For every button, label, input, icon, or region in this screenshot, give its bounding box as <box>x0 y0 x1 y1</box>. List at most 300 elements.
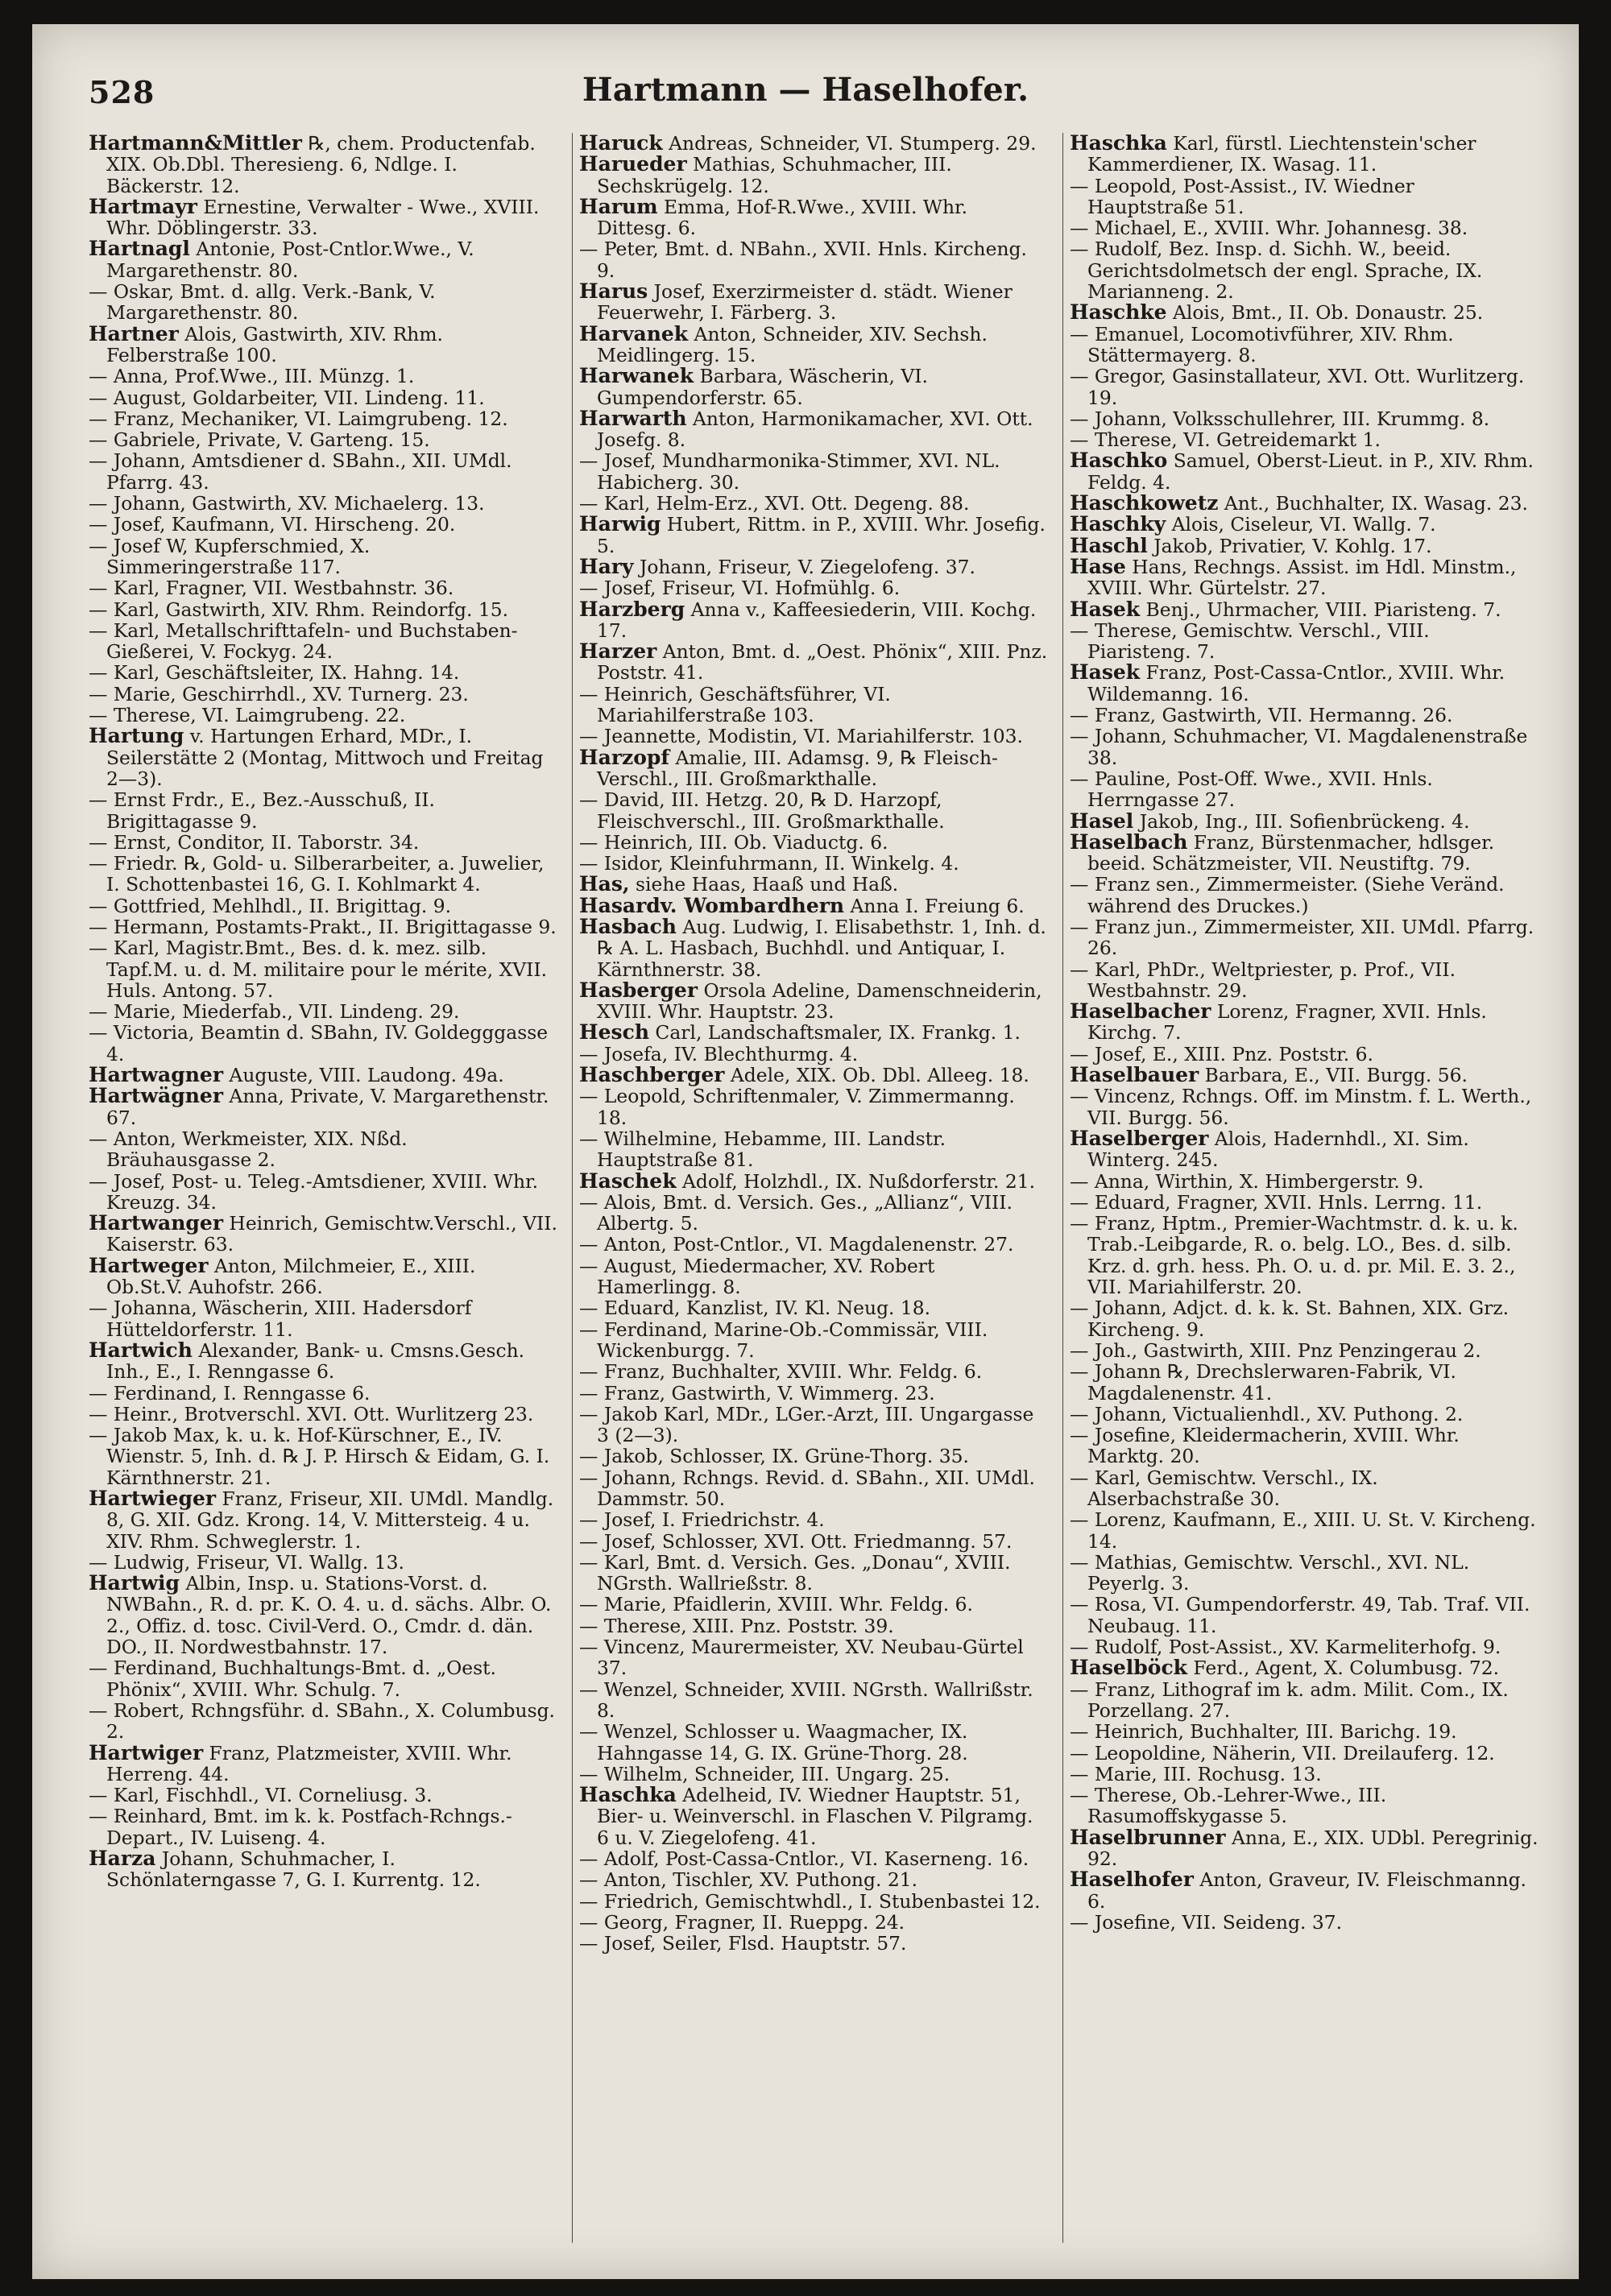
directory-entry <box>579 1594 1048 1615</box>
directory-entry <box>1070 1827 1539 1870</box>
entry-surname: Hartwanger <box>89 1211 223 1235</box>
entry-details: — Robert, Rchngsführ. d. SBahn., X. Columbusg. 2. <box>89 1698 555 1744</box>
directory-entry <box>1070 768 1539 811</box>
directory-entry <box>1070 959 1539 1002</box>
directory-entry <box>89 577 557 598</box>
entry-details: — Franz, Hptm., Premier-Wachtmstr. d. k. u. k. Trab.-Leibgarde, R. o. belg. LO., Bes. d. silb. Krz. d. grh. hess. Ph. O. u. d. pr. Mil. E. 3. 2., VII. Mariahilferstr. 20. <box>1070 1212 1518 1299</box>
entry-details: v. Hartungen Erhard, MDr., I. Seilerstätte 2 (Montag, Mittwoch und Freitag 2—3). <box>106 725 544 790</box>
directory-entry <box>579 1383 1048 1404</box>
entry-details: Amalie, III. Adamsg. 9, ℞ Fleisch-Verschl., III. Großmarkthalle. <box>597 746 998 790</box>
entry-details: — Anton, Werkmeister, XIX. Nßd. Bräuhausgasse 2. <box>89 1127 408 1172</box>
entry-details: Franz, Platzmeister, XVIII. Whr. Herreng. 44. <box>106 1741 512 1785</box>
entry-details: — Karl, Fragner, VII. Westbahnstr. 36. <box>89 577 454 600</box>
directory-entry <box>89 194 557 240</box>
directory-entry <box>579 1467 1048 1510</box>
entry-details: — Karl, Helm-Erz., XVI. Ott. Degeng. 88. <box>579 492 970 515</box>
entry-details: — Heinrich, III. Ob. Viaductg. 6. <box>579 830 888 854</box>
entry-details: — Karl, Gemischtw. Verschl., IX. Alserbachstraße 30. <box>1070 1466 1378 1510</box>
directory-entry <box>579 1404 1048 1446</box>
directory-entry <box>579 1171 1048 1192</box>
directory-entry <box>579 514 1048 556</box>
entry-details: — Franz jun., Zimmermeister, XII. UMdl. Pfarrg. 26. <box>1070 915 1534 960</box>
entry-surname: Harzer <box>579 639 657 664</box>
entry-details: Franz, Post-Cassa-Cntlor., XVIII. Whr. Wildemanng. 16. <box>1087 661 1505 705</box>
directory-entry <box>1070 1679 1539 1722</box>
entry-surname: Harza <box>89 1847 156 1871</box>
directory-entry <box>89 937 557 1001</box>
directory-entry <box>89 366 557 387</box>
entry-details: — Franz, Lithograf im k. adm. Milit. Com., IX. Porzellang. 27. <box>1070 1678 1509 1722</box>
directory-entry <box>1070 324 1539 366</box>
entry-surname: Haschkowetz <box>1070 491 1219 515</box>
entry-details: Hans, Rechngs. Assist. im Hdl. Minstm., XVIII. Whr. Gürtelstr. 27. <box>1087 555 1517 600</box>
entry-surname: Haselbrunner <box>1070 1825 1226 1849</box>
columns <box>89 133 1539 2243</box>
entry-surname: Hartung <box>89 724 184 748</box>
directory-entry <box>1070 1509 1539 1552</box>
entry-details: Karl, fürstl. Liechtenstein'scher Kammerdiener, IX. Wasag. 11. <box>1087 133 1476 176</box>
directory-entry <box>89 133 557 197</box>
directory-entry <box>1070 366 1539 408</box>
entry-surname: Haschko <box>1070 449 1168 473</box>
entry-details: — Leopold, Post-Assist., IV. Wiedner Hauptstraße 51. <box>1070 174 1414 218</box>
directory-entry <box>1070 1467 1539 1510</box>
entry-details: — Therese, Ob.-Lehrer-Wwe., III. Rasumoffskygasse 5. <box>1070 1784 1387 1828</box>
entry-details: — Karl, Bmt. d. Versich. Ges. „Donau“, XVIII. NGrsth. Wallrießstr. 8. <box>579 1550 1011 1595</box>
entry-details: — Therese, VI. Getreidemarkt 1. <box>1070 428 1381 452</box>
entry-surname: Hartnagl <box>89 237 190 261</box>
entry-surname: Hasel <box>1070 809 1134 833</box>
entry-details: — Leopold, Schriftenmaler, V. Zimmermanng. 18. <box>579 1085 1015 1129</box>
entry-surname: Hasek <box>1070 597 1141 621</box>
directory-entry <box>89 620 557 663</box>
entry-details: — Karl, Geschäftsleiter, IX. Hahng. 14. <box>89 661 460 685</box>
directory-entry <box>1070 829 1539 875</box>
entry-details: — David, III. Hetzg. 20, ℞ D. Harzopf, Fleischverschl., III. Großmarkthalle. <box>579 788 945 833</box>
directory-entry <box>1070 1128 1539 1171</box>
entry-details: Alois, Ciseleur, VI. Wallg. 7. <box>1166 513 1436 536</box>
entry-surname: Hartner <box>89 321 179 345</box>
entry-details: Lorenz, Fragner, XVII. Hnls. Kirchg. 7. <box>1087 1000 1487 1045</box>
entry-surname: Harueder <box>579 152 687 176</box>
directory-entry <box>1070 1636 1539 1657</box>
directory-entry <box>89 1848 557 1891</box>
entry-details: Hubert, Rittm. in P., XVIII. Whr. Josefig. 5. <box>597 513 1046 557</box>
entry-details: — Peter, Bmt. d. NBahn., XVII. Hnls. Kircheng. 9. <box>579 238 1027 282</box>
directory-entry <box>89 789 557 832</box>
directory-entry <box>1070 176 1539 218</box>
entry-details: Barbara, E., VII. Burgg. 56. <box>1199 1064 1468 1087</box>
entry-details: Anna, E., XIX. UDbl. Peregrinig. 92. <box>1087 1826 1539 1871</box>
directory-entry <box>1070 408 1539 429</box>
entry-surname: Haschl <box>1070 533 1148 557</box>
entry-details: — Emanuel, Locomotivführer, XIV. Rhm. Stättermayerg. 8. <box>1070 322 1454 366</box>
directory-entry <box>579 408 1048 451</box>
column-left <box>89 133 557 2243</box>
entry-surname: Harwanek <box>579 364 694 388</box>
entry-surname: Haschberger <box>579 1063 725 1087</box>
directory-entry <box>1070 705 1539 726</box>
entry-details: — Rosa, VI. Gumpendorferstr. 49, Tab. Traf. VII. Neubaug. 11. <box>1070 1593 1530 1637</box>
directory-entry <box>89 238 557 281</box>
entry-details: — Johann, Gastwirth, XV. Michaelerg. 13. <box>89 492 485 515</box>
directory-entry <box>579 556 1048 577</box>
directory-entry <box>89 408 557 429</box>
directory-entry <box>579 1446 1048 1467</box>
directory-entry <box>89 1340 557 1383</box>
directory-entry <box>579 980 1048 1023</box>
entry-details: Anna, Private, V. Margarethenstr. 67. <box>106 1085 549 1129</box>
directory-entry <box>1070 1404 1539 1425</box>
entry-details: — Eduard, Kanzlist, IV. Kl. Neug. 18. <box>579 1297 931 1320</box>
entry-details: — Vincenz, Rchngs. Off. im Minstm. f. L. Werth., VII. Burgg. 56. <box>1070 1085 1532 1129</box>
entry-details: — Heinrich, Geschäftsführer, VI. Mariahilferstraße 103. <box>579 682 891 727</box>
directory-entry <box>89 896 557 916</box>
entry-details: — Victoria, Beamtin d. SBahn, IV. Goldegggasse 4. <box>89 1021 549 1065</box>
entry-surname: Harwarth <box>579 406 687 430</box>
entry-details: — Friedrich, Gemischtwhdl., I. Stubenbastei 12. <box>579 1889 1041 1913</box>
directory-entry <box>579 641 1048 684</box>
directory-entry <box>579 238 1048 281</box>
entry-surname: Haselbauer <box>1070 1063 1199 1087</box>
entry-details: Samuel, Oberst-Lieut. in P., XIV. Rhm. Feldg. 4. <box>1087 449 1534 494</box>
directory-entry <box>579 1509 1048 1530</box>
directory-entry <box>89 429 557 450</box>
directory-entry <box>1070 450 1539 493</box>
entry-details: — Josef, Seiler, Flsd. Hauptstr. 57. <box>579 1932 907 1955</box>
directory-entry <box>1070 217 1539 238</box>
entry-details: — Karl, PhDr., Weltpriester, p. Prof., VII. Westbahnstr. 29. <box>1070 958 1456 1002</box>
directory-entry <box>579 450 1048 493</box>
directory-entry <box>579 726 1048 747</box>
entry-details: — Gabriele, Private, V. Garteng. 15. <box>89 428 430 452</box>
directory-entry <box>579 1933 1048 1954</box>
entry-details: — August, Goldarbeiter, VII. Lindeng. 11. <box>89 386 485 409</box>
entry-details: — Ferdinand, Buchhaltungs-Bmt. d. „Oest. Phönix“, XVIII. Whr. Schulg. 7. <box>89 1657 496 1701</box>
entry-details: — Josef, Post- u. Teleg.-Amtsdiener, XVIII. Whr. Kreuzg. 34. <box>89 1169 539 1214</box>
entry-surname: Hartmann&Mittler <box>89 133 302 155</box>
directory-entry <box>579 684 1048 726</box>
entry-details: Adolf, Holzhdl., IX. Nußdorferstr. 21. <box>676 1169 1036 1193</box>
entry-details: Orsola Adeline, Damenschneiderin, XVIII. Whr. Hauptstr. 23. <box>597 978 1042 1024</box>
directory-entry <box>579 1044 1048 1065</box>
entry-details: — Johann, Amtsdiener d. SBahn., XII. UMdl. Pfarrg. 43. <box>89 449 512 494</box>
entry-surname: Hartweger <box>89 1253 209 1277</box>
directory-entry <box>89 1404 557 1425</box>
entry-details: — Franz, Gastwirth, VII. Hermanng. 26. <box>1070 704 1453 727</box>
entry-details: Alois, Bmt., II. Ob. Donaustr. 25. <box>1166 301 1484 325</box>
entry-details: — Josef, Schlosser, XVI. Ott. Friedmanng. 57. <box>579 1529 1013 1553</box>
entry-details: Benj., Uhrmacher, VIII. Piaristeng. 7. <box>1140 598 1501 621</box>
entry-surname: Hartwieger <box>89 1487 217 1510</box>
entry-surname: Haselhofer <box>1070 1868 1194 1892</box>
entry-details: — Hermann, Postamts-Prakt., II. Brigittagasse 9. <box>89 915 557 938</box>
entry-details: — Gottfried, Mehlhdl., II. Brigittag. 9. <box>89 894 452 917</box>
entry-details: — Marie, Geschirrhdl., XV. Turnerg. 23. <box>89 682 469 705</box>
directory-entry <box>1070 599 1539 620</box>
entry-details: — Friedr. ℞, Gold- u. Silberarbeiter, a. Juwelier, I. Schottenbastei 16, G. I. Kohlmarkt 4. <box>89 852 545 896</box>
entry-details: — Johann, Rchngs. Revid. d. SBahn., XII. UMdl. Dammstr. 50. <box>579 1466 1035 1510</box>
entry-details: — Oskar, Bmt. d. allg. Verk.-Bank, V. Margarethenstr. 80. <box>89 280 436 325</box>
directory-entry <box>89 1383 557 1404</box>
directory-entry <box>579 1297 1048 1318</box>
entry-details: — Josef, Mundharmonika-Stimmer, XVI. NL. Habicherg. 30. <box>579 449 1000 494</box>
directory-entry <box>89 1253 557 1299</box>
entry-details: Ernestine, Verwalter - Wwe., XVIII. Whr. Döblingerstr. 33. <box>106 195 540 240</box>
directory-entry <box>579 599 1048 642</box>
directory-entry <box>89 1425 557 1488</box>
entry-details: — Wenzel, Schlosser u. Waagmacher, IX. Hahngasse 14, G. IX. Grüne-Thorg. 28. <box>579 1720 968 1764</box>
directory-entry <box>579 1912 1048 1933</box>
directory-entry <box>1070 1764 1539 1785</box>
entry-details: — Adolf, Post-Cassa-Cntlor., VI. Kaserneng. 16. <box>579 1847 1029 1871</box>
entry-details: Franz, Friseur, XII. UMdl. Mandlg. 8, G. XII. Gdz. Krong. 14, V. Mittersteig. 4 u. XIV. Rhm. Schweglerstr. 1. <box>106 1487 554 1553</box>
entry-details: Anton, Milchmeier, E., XIII. Ob.St.V. Auhofstr. 266. <box>106 1254 476 1299</box>
entry-details: — Anton, Post-Cntlor., VI. Magdalenenstr. 27. <box>579 1233 1014 1256</box>
entry-details: — Jakob Max, k. u. k. Hof-Kürschner, E., IV. Wienstr. 5, Inh. d. ℞ J. P. Hirsch & Eidam, G. I. Kärnthnerstr. 21. <box>89 1424 550 1489</box>
directory-entry <box>579 133 1048 154</box>
directory-entry <box>1070 493 1539 514</box>
directory-entry <box>89 321 557 366</box>
entry-surname: Hartwich <box>89 1338 193 1362</box>
directory-entry <box>89 1806 557 1848</box>
directory-entry <box>1070 1044 1539 1065</box>
directory-entry <box>579 893 1048 917</box>
directory-entry <box>1070 1552 1539 1595</box>
directory-entry <box>89 1552 557 1573</box>
entry-details: Adele, XIX. Ob. Dbl. Alleeg. 18. <box>724 1064 1029 1087</box>
directory-entry <box>579 321 1048 366</box>
entry-details: Johann, Schuhmacher, I. Schönlaterngasse 7, G. I. Kurrentg. 12. <box>106 1847 481 1892</box>
entry-details: — Marie, Miederfab., VII. Lindeng. 29. <box>89 1000 460 1024</box>
directory-entry <box>579 1256 1048 1298</box>
entry-surname: Hase <box>1070 554 1126 578</box>
entry-details: Alexander, Bank- u. Cmsns.Gesch. Inh., E., I. Renngasse 6. <box>106 1338 525 1384</box>
entry-details: — Jeannette, Modistin, VI. Mariahilferstr. 103. <box>579 725 1023 748</box>
entry-surname: Harzberg <box>579 597 685 621</box>
entry-surname: Harvanek <box>579 321 689 345</box>
directory-entry <box>1070 238 1539 302</box>
directory-entry <box>579 194 1048 240</box>
column-middle <box>572 133 1048 2243</box>
entry-surname: Harzopf <box>579 745 670 769</box>
directory-entry <box>1070 1192 1539 1213</box>
entry-details: Anna I. Freiung 6. <box>844 894 1025 917</box>
entry-details: Andreas, Schneider, VI. Stumperg. 29. <box>662 133 1037 155</box>
entry-details: — Karl, Gastwirth, XIV. Rhm. Reindorfg. 15. <box>89 598 509 621</box>
directory-entry <box>1070 133 1539 176</box>
entry-details: Albin, Insp. u. Stations-Vorst. d. NWBahn., R. d. pr. K. O. 4. u. d. sächs. Albr. O. 2., Offiz. d. tosc. Civil-Verd. O., Cmdr. d. dän. DO., II. Nordwestbahnstr. 17. <box>106 1572 552 1659</box>
directory-entry <box>579 1764 1048 1785</box>
directory-entry <box>1070 811 1539 832</box>
entry-details: ℞, chem. Productenfab. XIX. Ob.Dbl. Theresieng. 6, Ndlge. I. Bäckerstr. 12. <box>106 133 536 197</box>
entry-details: Franz, Bürstenmacher, hdlsger. beeid. Schätzmeister, VII. Neustiftg. 79. <box>1087 830 1495 875</box>
directory-entry <box>89 832 557 853</box>
directory-entry <box>89 514 557 535</box>
directory-entry <box>579 1361 1048 1382</box>
entry-surname: Haschky <box>1070 512 1166 536</box>
page-number: 528 <box>89 74 155 110</box>
directory-page <box>32 24 1579 2279</box>
directory-entry <box>89 705 557 726</box>
directory-entry <box>579 281 1048 324</box>
entry-details: — Rudolf, Post-Assist., XV. Karmeliterhofg. 9. <box>1070 1636 1501 1659</box>
directory-entry <box>1070 1912 1539 1933</box>
entry-details: — Heinr., Brotverschl. XVI. Ott. Wurlitzerg 23. <box>89 1402 534 1425</box>
directory-entry <box>89 450 557 493</box>
directory-entry <box>579 366 1048 408</box>
entry-details: — Josefine, VII. Seideng. 37. <box>1070 1910 1343 1934</box>
entry-details: Mathias, Schuhmacher, III. Sechskrügelg. 12. <box>597 153 952 197</box>
entry-surname: Hary <box>579 554 634 578</box>
entry-details: — Anna, Prof.Wwe., III. Münzg. 1. <box>89 365 415 388</box>
directory-entry <box>579 577 1048 598</box>
entry-surname: Hesch <box>579 1020 649 1045</box>
entry-surname: Hasardv. Wombardhern <box>579 893 845 917</box>
entry-surname: Hartmayr <box>89 194 197 218</box>
entry-details: — Ferdinand, I. Renngasse 6. <box>89 1381 371 1404</box>
entry-details: Anton, Schneider, XIV. Sechsh. Meidlingerg. 15. <box>597 322 988 366</box>
entry-surname: Harum <box>579 194 658 218</box>
directory-entry <box>579 493 1048 514</box>
entry-details: — Johann, Victualienhdl., XV. Puthong. 2. <box>1070 1402 1464 1425</box>
entry-details: Johann, Friseur, V. Ziegelofeng. 37. <box>633 555 975 578</box>
entry-details: — Josef, E., XIII. Pnz. Poststr. 6. <box>1070 1042 1373 1065</box>
directory-entry <box>1070 1213 1539 1297</box>
entry-surname: Harwig <box>579 512 661 536</box>
directory-entry <box>579 1848 1048 1869</box>
directory-entry <box>579 874 1048 895</box>
entry-details: — Gregor, Gasinstallateur, XVI. Ott. Wurlitzerg. 19. <box>1070 365 1525 409</box>
directory-entry <box>89 662 557 683</box>
entry-details: Antonie, Post-Cntlor.Wwe., V. Margarethenstr. 80. <box>106 238 474 282</box>
entry-surname: Haselbach <box>1070 829 1188 854</box>
directory-entry <box>1070 556 1539 599</box>
directory-entry <box>1070 429 1539 450</box>
directory-entry <box>579 789 1048 832</box>
entry-details: Jakob, Privatier, V. Kohlg. 17. <box>1147 534 1432 557</box>
directory-entry <box>89 1001 557 1022</box>
entry-details: — Johann, Volksschullehrer, III. Krummg. 8. <box>1070 407 1490 430</box>
directory-entry <box>1070 1086 1539 1128</box>
entry-surname: Haschka <box>1070 133 1167 155</box>
entry-details: — August, Miedermacher, XV. Robert Hamerlingg. 8. <box>579 1254 935 1299</box>
entry-details: — Ferdinand, Marine-Ob.-Commissär, VIII. Wickenburgg. 7. <box>579 1318 988 1362</box>
directory-entry <box>89 1740 557 1785</box>
directory-entry <box>1070 1721 1539 1742</box>
entry-details: — Karl, Fischhdl., VI. Corneliusg. 3. <box>89 1784 433 1807</box>
directory-entry <box>89 1297 557 1340</box>
entry-surname: Haruck <box>579 133 663 155</box>
directory-entry <box>89 1213 557 1256</box>
directory-entry <box>579 1869 1048 1890</box>
directory-entry <box>1070 302 1539 323</box>
entry-details: Emma, Hof-R.Wwe., XVIII. Whr. Dittesg. 6. <box>597 195 968 240</box>
directory-entry <box>1070 1297 1539 1340</box>
entry-details: Aug. Ludwig, I. Elisabethstr. 1, Inh. d. ℞ A. L. Hasbach, Buchhdl. und Antiquar, I. Kärnthnerstr. 38. <box>597 915 1046 981</box>
directory-entry <box>89 1022 557 1065</box>
entry-details: — Eduard, Fragner, XVII. Hnls. Lerrng. 11. <box>1070 1190 1483 1214</box>
directory-entry <box>579 1679 1048 1722</box>
entry-details: — Karl, Magistr.Bmt., Bes. d. k. mez. silb. Tapf.M. u. d. M. militaire pour le mérite, XVII. Huls. Antong. 57. <box>89 937 548 1002</box>
entry-details: — Johann, Adjct. d. k. k. St. Bahnen, XIX. Grz. Kircheng. 9. <box>1070 1297 1510 1341</box>
entry-details: — Marie, Pfaidlerin, XVIII. Whr. Feldg. 6. <box>579 1593 973 1616</box>
directory-entry <box>89 536 557 578</box>
directory-entry <box>579 1128 1048 1171</box>
entry-details: — Alois, Bmt. d. Versich. Ges., „Allianz“, VIII. Albertg. 5. <box>579 1190 1013 1235</box>
entry-surname: Haselböck <box>1070 1656 1187 1680</box>
directory-entry <box>579 1615 1048 1636</box>
directory-entry <box>579 1891 1048 1912</box>
directory-entry <box>89 1488 557 1552</box>
entry-details: — Josef, I. Friedrichstr. 4. <box>579 1508 825 1532</box>
entry-details: — Ernst, Conditor, II. Taborstr. 34. <box>89 830 420 854</box>
directory-entry <box>1070 1001 1539 1044</box>
entry-surname: Haschek <box>579 1169 677 1193</box>
entry-details: — Ernst Frdr., E., Bez.-Ausschuß, II. Brigittagasse 9. <box>89 788 435 833</box>
directory-entry <box>89 281 557 324</box>
directory-entry <box>89 387 557 408</box>
entry-surname: Hasberger <box>579 978 698 1002</box>
entry-details: — Franz, Mechaniker, VI. Laimgrubeng. 12. <box>89 407 508 430</box>
directory-entry <box>89 726 557 789</box>
directory-entry <box>579 1022 1048 1043</box>
entry-details: — Wilhelm, Schneider, III. Ungarg. 25. <box>579 1762 950 1785</box>
directory-entry <box>579 1636 1048 1679</box>
entry-surname: Hartwig <box>89 1571 180 1595</box>
entry-details: — Johann, Schuhmacher, VI. Magdalenenstraße 38. <box>1070 725 1528 769</box>
directory-entry <box>579 1721 1048 1764</box>
entry-details: Adelheid, IV. Wiedner Hauptstr. 51, Bier- u. Weinverschl. in Flaschen V. Pilgramg. 6 u. V. Ziegelofeng. 41. <box>597 1784 1033 1849</box>
directory-entry <box>89 853 557 896</box>
entry-details: — Wilhelmine, Hebamme, III. Landstr. Hauptstraße 81. <box>579 1127 946 1172</box>
directory-entry <box>89 493 557 514</box>
directory-entry <box>579 747 1048 790</box>
directory-entry <box>1070 1869 1539 1912</box>
entry-details: Anton, Graveur, IV. Fleischmanng. 6. <box>1087 1868 1526 1913</box>
entry-surname: Haselbacher <box>1070 999 1211 1024</box>
directory-entry <box>579 916 1048 980</box>
entry-details: — Mathias, Gemischtw. Verschl., XVI. NL. Peyerlg. 3. <box>1070 1550 1470 1595</box>
entry-details: — Franz sen., Zimmermeister. (Siehe Veränd. während des Druckes.) <box>1070 873 1505 917</box>
directory-entry <box>89 599 557 620</box>
entry-details: siehe Haas, Haaß und Haß. <box>629 873 899 896</box>
entry-details: — Vincenz, Maurermeister, XV. Neubau-Gürtel 37. <box>579 1636 1024 1680</box>
entry-details: — Wenzel, Schneider, XVIII. NGrsth. Wallrißstr. 8. <box>579 1678 1033 1722</box>
directory-entry <box>1070 620 1539 663</box>
directory-entry <box>1070 916 1539 959</box>
directory-entry <box>579 154 1048 197</box>
column-right <box>1062 133 1539 2243</box>
entry-details: Josef, Exerzirmeister d. städt. Wiener Feuerwehr, I. Färberg. 3. <box>597 280 1013 325</box>
entry-details: Heinrich, Gemischtw.Verschl., VII. Kaiserstr. 63. <box>106 1212 557 1256</box>
entry-details: — Ludwig, Friseur, VI. Wallg. 13. <box>89 1550 404 1574</box>
directory-entry <box>89 1785 557 1806</box>
directory-entry <box>89 1171 557 1214</box>
directory-entry <box>579 853 1048 874</box>
directory-entry <box>1070 533 1539 557</box>
entry-details: Carl, Landschaftsmaler, IX. Frankg. 1. <box>649 1021 1021 1045</box>
entry-details: Ant., Buchhalter, IX. Wasag. 23. <box>1218 492 1528 515</box>
entry-details: — Lorenz, Kaufmann, E., XIII. U. St. V. Kircheng. 14. <box>1070 1508 1536 1553</box>
entry-surname: Has, <box>579 872 630 896</box>
directory-entry <box>89 1573 557 1657</box>
entry-surname: Hartwägner <box>89 1084 223 1108</box>
entry-details: — Leopoldine, Näherin, VII. Dreilauferg. 12. <box>1070 1741 1495 1764</box>
directory-entry <box>579 1319 1048 1362</box>
directory-entry <box>1070 1657 1539 1678</box>
entry-surname: Hartwagner <box>89 1063 223 1087</box>
